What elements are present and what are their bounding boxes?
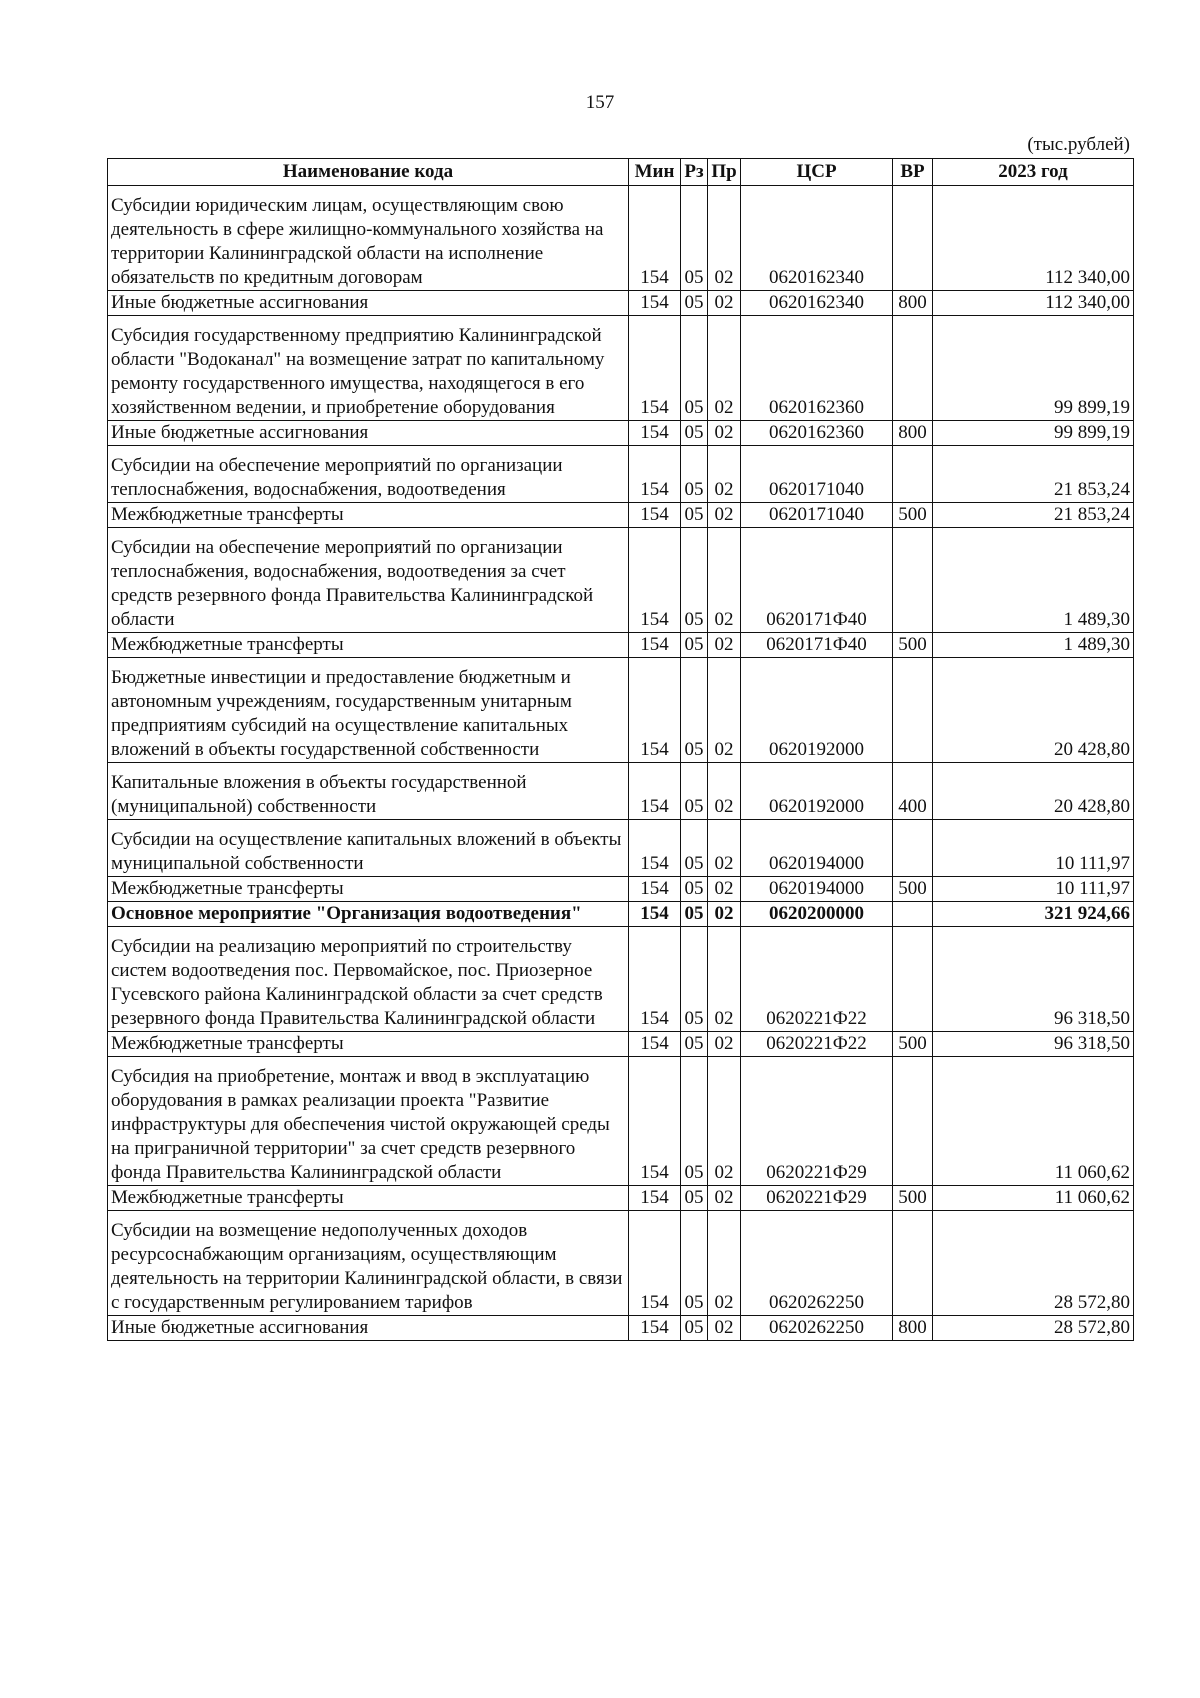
row-name-cell: Субсидия на приобретение, монтаж и ввод в эксплуатацию оборудования в рамках реализации проекта "Развитие инфраструктуры для обеспечения чистой окружающей среды на приграничной территории" за счет средств резервного фонда Правительства Калининградской области	[108, 1057, 629, 1186]
row-name-cell: Субсидии на реализацию мероприятий по строительству систем водоотведения пос. Первомайское, пос. Приозерное Гусевского района Калининградской области за счет средств резервного фонда Правительства Калининградской области	[108, 927, 629, 1032]
row-rz-cell: 05	[681, 927, 708, 1032]
row-vr-cell: 400	[893, 763, 933, 820]
row-pr-cell: 02	[708, 1032, 741, 1057]
row-pr-cell: 02	[708, 927, 741, 1032]
row-min-cell: 154	[629, 1211, 681, 1316]
row-vr-cell	[893, 316, 933, 421]
row-pr-cell: 02	[708, 820, 741, 877]
row-sum-cell: 11 060,62	[933, 1186, 1134, 1211]
row-sum-cell: 21 853,24	[933, 503, 1134, 528]
row-rz-cell: 05	[681, 658, 708, 763]
row-sum-cell: 1 489,30	[933, 633, 1134, 658]
row-vr-cell	[893, 820, 933, 877]
table-row	[108, 446, 1134, 503]
table-row	[108, 927, 1134, 1032]
row-name-cell: Субсидии на обеспечение мероприятий по организации теплоснабжения, водоснабжения, водоотведения	[108, 446, 629, 503]
row-name-cell: Иные бюджетные ассигнования	[108, 291, 629, 316]
row-min-cell: 154	[629, 421, 681, 446]
row-rz-cell: 05	[681, 291, 708, 316]
row-min-cell: 154	[629, 528, 681, 633]
row-min-cell: 154	[629, 658, 681, 763]
row-min-cell: 154	[629, 316, 681, 421]
row-vr-cell: 800	[893, 291, 933, 316]
table-row	[108, 291, 1134, 316]
row-sum-cell: 28 572,80	[933, 1211, 1134, 1316]
row-pr-cell: 02	[708, 1316, 741, 1341]
row-name-cell: Капитальные вложения в объекты государственной (муниципальной) собственности	[108, 763, 629, 820]
row-pr-cell: 02	[708, 186, 741, 291]
row-name-cell: Межбюджетные трансферты	[108, 1032, 629, 1057]
table-row	[108, 1316, 1134, 1341]
row-min-cell: 154	[629, 186, 681, 291]
row-sum-cell: 20 428,80	[933, 658, 1134, 763]
row-csr-cell: 0620171Ф40	[741, 528, 893, 633]
table-row	[108, 658, 1134, 763]
row-rz-cell: 05	[681, 902, 708, 927]
row-sum-cell: 11 060,62	[933, 1057, 1134, 1186]
row-min-cell: 154	[629, 1032, 681, 1057]
row-name-cell: Иные бюджетные ассигнования	[108, 421, 629, 446]
row-csr-cell: 0620171Ф40	[741, 633, 893, 658]
row-pr-cell: 02	[708, 503, 741, 528]
row-csr-cell: 0620192000	[741, 658, 893, 763]
row-min-cell: 154	[629, 503, 681, 528]
table-row	[108, 902, 1134, 927]
row-rz-cell: 05	[681, 1211, 708, 1316]
row-min-cell: 154	[629, 927, 681, 1032]
row-sum-cell: 96 318,50	[933, 927, 1134, 1032]
row-pr-cell: 02	[708, 877, 741, 902]
row-name-cell: Субсидии на обеспечение мероприятий по организации теплоснабжения, водоснабжения, водоотведения за счет средств резервного фонда Правительства Калининградской области	[108, 528, 629, 633]
row-name-cell: Субсидии на осуществление капитальных вложений в объекты муниципальной собственности	[108, 820, 629, 877]
row-min-cell: 154	[629, 446, 681, 503]
row-rz-cell: 05	[681, 503, 708, 528]
row-name-cell: Субсидия государственному предприятию Калининградской области "Водоканал" на возмещение затрат по капитальному ремонту государственного имущества, находящегося в его хозяйственном ведении, и приобретение оборудования	[108, 316, 629, 421]
row-vr-cell	[893, 1211, 933, 1316]
row-csr-cell: 0620262250	[741, 1316, 893, 1341]
table-row	[108, 763, 1134, 820]
row-vr-cell: 500	[893, 503, 933, 528]
row-sum-cell: 10 111,97	[933, 877, 1134, 902]
row-name-cell: Межбюджетные трансферты	[108, 633, 629, 658]
row-csr-cell: 0620262250	[741, 1211, 893, 1316]
table-row	[108, 421, 1134, 446]
row-rz-cell: 05	[681, 316, 708, 421]
row-pr-cell: 02	[708, 1211, 741, 1316]
row-vr-cell	[893, 446, 933, 503]
row-name-cell: Межбюджетные трансферты	[108, 877, 629, 902]
row-name-cell: Бюджетные инвестиции и предоставление бюджетным и автономным учреждениям, государственным унитарным предприятиям субсидий на осуществление капитальных вложений в объекты государственной собственности	[108, 658, 629, 763]
row-sum-cell: 21 853,24	[933, 446, 1134, 503]
row-vr-cell	[893, 927, 933, 1032]
row-name-cell: Основное мероприятие "Организация водоотведения"	[108, 902, 629, 927]
row-csr-cell: 0620162360	[741, 316, 893, 421]
row-sum-cell: 99 899,19	[933, 316, 1134, 421]
row-vr-cell: 500	[893, 633, 933, 658]
row-csr-cell: 0620221Ф22	[741, 1032, 893, 1057]
table-row	[108, 186, 1134, 291]
row-rz-cell: 05	[681, 186, 708, 291]
table-row	[108, 1186, 1134, 1211]
row-csr-cell: 0620200000	[741, 902, 893, 927]
row-csr-cell: 0620192000	[741, 763, 893, 820]
row-rz-cell: 05	[681, 1057, 708, 1186]
row-vr-cell	[893, 528, 933, 633]
header-name: Наименование кода	[108, 159, 629, 186]
table-body	[108, 186, 1134, 1341]
units-label: (тыс.рублей)	[1027, 134, 1130, 155]
table-row	[108, 1211, 1134, 1316]
row-sum-cell: 28 572,80	[933, 1316, 1134, 1341]
row-csr-cell: 0620162340	[741, 186, 893, 291]
row-csr-cell: 0620221Ф22	[741, 927, 893, 1032]
row-csr-cell: 0620221Ф29	[741, 1186, 893, 1211]
row-name-cell: Межбюджетные трансферты	[108, 1186, 629, 1211]
budget-table	[107, 158, 1134, 1341]
row-vr-cell	[893, 902, 933, 927]
table-row	[108, 877, 1134, 902]
row-pr-cell: 02	[708, 633, 741, 658]
header-csr: ЦСР	[741, 159, 893, 186]
row-name-cell: Межбюджетные трансферты	[108, 503, 629, 528]
row-sum-cell: 10 111,97	[933, 820, 1134, 877]
row-min-cell: 154	[629, 1057, 681, 1186]
row-min-cell: 154	[629, 902, 681, 927]
row-rz-cell: 05	[681, 446, 708, 503]
row-csr-cell: 0620171040	[741, 503, 893, 528]
row-vr-cell: 800	[893, 421, 933, 446]
row-sum-cell: 99 899,19	[933, 421, 1134, 446]
row-sum-cell: 112 340,00	[933, 186, 1134, 291]
row-min-cell: 154	[629, 877, 681, 902]
row-sum-cell: 112 340,00	[933, 291, 1134, 316]
row-min-cell: 154	[629, 1186, 681, 1211]
table-row	[108, 316, 1134, 421]
row-rz-cell: 05	[681, 820, 708, 877]
row-vr-cell: 500	[893, 877, 933, 902]
row-vr-cell	[893, 1057, 933, 1186]
row-pr-cell: 02	[708, 1186, 741, 1211]
row-pr-cell: 02	[708, 316, 741, 421]
row-rz-cell: 05	[681, 763, 708, 820]
row-vr-cell	[893, 186, 933, 291]
table-row	[108, 633, 1134, 658]
row-csr-cell: 0620194000	[741, 820, 893, 877]
row-vr-cell: 500	[893, 1186, 933, 1211]
row-min-cell: 154	[629, 291, 681, 316]
row-pr-cell: 02	[708, 446, 741, 503]
row-csr-cell: 0620221Ф29	[741, 1057, 893, 1186]
table-row	[108, 820, 1134, 877]
row-min-cell: 154	[629, 633, 681, 658]
row-sum-cell: 96 318,50	[933, 1032, 1134, 1057]
table-row	[108, 1057, 1134, 1186]
row-rz-cell: 05	[681, 1316, 708, 1341]
row-pr-cell: 02	[708, 291, 741, 316]
row-vr-cell	[893, 658, 933, 763]
header-year: 2023 год	[933, 159, 1134, 186]
row-rz-cell: 05	[681, 528, 708, 633]
row-pr-cell: 02	[708, 528, 741, 633]
row-name-cell: Субсидии юридическим лицам, осуществляющим свою деятельность в сфере жилищно-коммунального хозяйства на территории Калининградской области на исполнение обязательств по кредитным договорам	[108, 186, 629, 291]
table-header-row	[108, 159, 1134, 186]
row-csr-cell: 0620171040	[741, 446, 893, 503]
row-rz-cell: 05	[681, 1186, 708, 1211]
row-min-cell: 154	[629, 763, 681, 820]
row-rz-cell: 05	[681, 877, 708, 902]
row-sum-cell: 1 489,30	[933, 528, 1134, 633]
row-pr-cell: 02	[708, 1057, 741, 1186]
row-pr-cell: 02	[708, 421, 741, 446]
row-name-cell: Субсидии на возмещение недополученных доходов ресурсоснабжающим организациям, осуществляющим деятельность на территории Калининградской области, в связи с государственным регулированием тарифов	[108, 1211, 629, 1316]
row-vr-cell: 500	[893, 1032, 933, 1057]
row-min-cell: 154	[629, 1316, 681, 1341]
row-min-cell: 154	[629, 820, 681, 877]
row-rz-cell: 05	[681, 421, 708, 446]
header-vr: ВР	[893, 159, 933, 186]
row-sum-cell: 20 428,80	[933, 763, 1134, 820]
table-row	[108, 503, 1134, 528]
row-pr-cell: 02	[708, 658, 741, 763]
table-row	[108, 528, 1134, 633]
row-pr-cell: 02	[708, 763, 741, 820]
header-rz: Рз	[681, 159, 708, 186]
row-rz-cell: 05	[681, 633, 708, 658]
row-csr-cell: 0620194000	[741, 877, 893, 902]
header-pr: Пр	[708, 159, 741, 186]
row-csr-cell: 0620162360	[741, 421, 893, 446]
table-row	[108, 1032, 1134, 1057]
row-sum-cell: 321 924,66	[933, 902, 1134, 927]
header-min: Мин	[629, 159, 681, 186]
page-number: 157	[585, 92, 615, 113]
row-pr-cell: 02	[708, 902, 741, 927]
row-csr-cell: 0620162340	[741, 291, 893, 316]
row-name-cell: Иные бюджетные ассигнования	[108, 1316, 629, 1341]
row-vr-cell: 800	[893, 1316, 933, 1341]
row-rz-cell: 05	[681, 1032, 708, 1057]
